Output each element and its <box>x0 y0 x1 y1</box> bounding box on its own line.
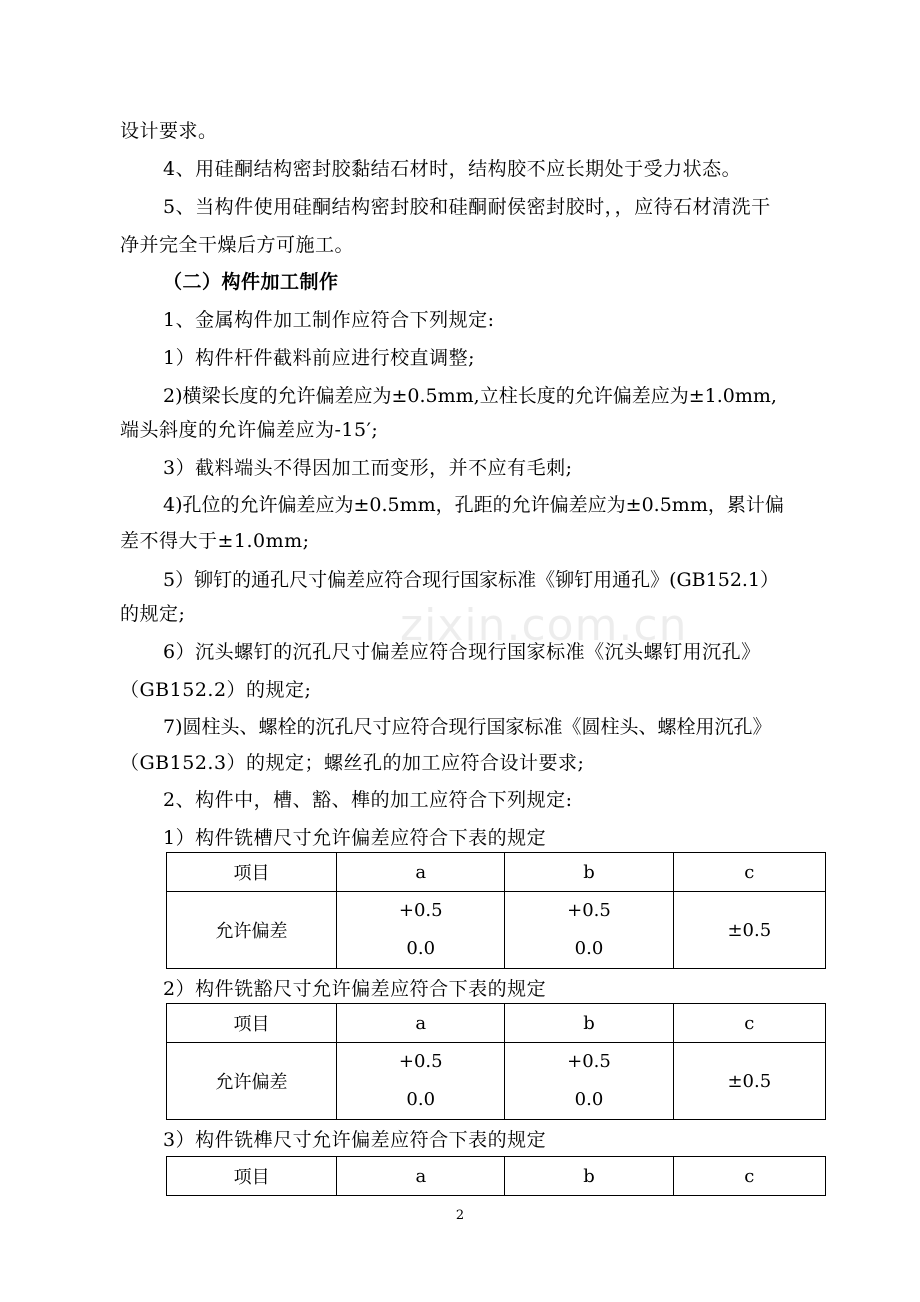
paragraph-line: 1）构件杆件截料前应进行校直调整; <box>163 347 475 369</box>
paragraph-line: （GB152.2）的规定; <box>120 679 312 701</box>
paragraph-line: 5）铆钉的通孔尺寸偏差应符合现行国家标准《铆钉用通孔》(GB152.1） <box>163 569 780 591</box>
table-header-b: b <box>505 1157 673 1196</box>
table-row-label: 允许偏差 <box>167 1043 337 1120</box>
paragraph-line: 设计要求。 <box>120 120 218 142</box>
watermark: zixin.com.cn <box>400 600 688 651</box>
table-cell-c: ±0.5 <box>673 892 825 969</box>
paragraph-line: 2、构件中，槽、豁、榫的加工应符合下列规定: <box>163 789 573 811</box>
paragraph-line: 7)圆柱头、螺栓的沉孔尺寸应符合现行国家标准《圆柱头、螺栓用沉孔》 <box>163 716 772 738</box>
table-header-item: 项目 <box>167 1004 337 1043</box>
table-header-a: a <box>337 1004 505 1043</box>
table-row-label: 允许偏差 <box>167 892 337 969</box>
section-heading: （二）构件加工制作 <box>163 271 339 293</box>
paragraph-line: 净并完全干燥后方可施工。 <box>120 234 355 256</box>
paragraph-line: 6）沉头螺钉的沉孔尺寸偏差应符合现行国家标准《沉头螺钉用沉孔》 <box>163 641 761 663</box>
paragraph-line: 差不得大于±1.0mm; <box>120 530 310 552</box>
table-header-a: a <box>337 1157 505 1196</box>
lower-tolerance: 0.0 <box>406 1089 436 1110</box>
table-header-item: 项目 <box>167 1157 337 1196</box>
paragraph-line: 4)孔位的允许偏差应为±0.5mm，孔距的允许偏差应为±0.5mm，累计偏 <box>163 494 784 516</box>
table-cell-c: ±0.5 <box>673 1043 825 1120</box>
lower-tolerance: 0.0 <box>574 938 604 959</box>
paragraph-line: 2)横梁长度的允许偏差应为±0.5mm,立柱长度的允许偏差应为±1.0mm, <box>163 385 777 407</box>
paragraph-line: 4、用硅酮结构密封胶黏结石材时，结构胶不应长期处于受力状态。 <box>163 158 742 180</box>
tolerance-table-slot <box>166 852 826 969</box>
table-header-c: c <box>673 853 825 892</box>
paragraph-line: 5、当构件使用硅酮结构密封胶和硅酮耐侯密封胶时，，应待石材清洗干 <box>163 196 771 218</box>
upper-tolerance: +0.5 <box>398 900 443 921</box>
upper-tolerance: +0.5 <box>567 1051 611 1072</box>
page-number: 2 <box>455 1208 465 1223</box>
paragraph-line: 端头斜度的允许偏差应为-15′; <box>120 419 379 441</box>
upper-tolerance: +0.5 <box>398 1051 443 1072</box>
table-header-c: c <box>673 1157 825 1196</box>
tolerance-table-tenon <box>166 1156 826 1196</box>
table-header-item: 项目 <box>167 853 337 892</box>
table-cell-a <box>337 1043 505 1120</box>
table-caption: 1）构件铣槽尺寸允许偏差应符合下表的规定 <box>163 827 547 849</box>
upper-tolerance: +0.5 <box>567 900 611 921</box>
table-cell-b <box>505 892 673 969</box>
lower-tolerance: 0.0 <box>406 938 436 959</box>
tolerance-table-notch <box>166 1003 826 1120</box>
paragraph-line: 1、金属构件加工制作应符合下列规定: <box>163 309 495 331</box>
lower-tolerance: 0.0 <box>574 1089 604 1110</box>
table-cell-a <box>337 892 505 969</box>
table-header-b: b <box>505 853 673 892</box>
table-cell-b <box>505 1043 673 1120</box>
table-caption: 3）构件铣榫尺寸允许偏差应符合下表的规定 <box>163 1129 547 1151</box>
paragraph-line: 的规定; <box>120 603 186 625</box>
table-caption: 2）构件铣豁尺寸允许偏差应符合下表的规定 <box>163 978 547 1000</box>
table-header-b: b <box>505 1004 673 1043</box>
paragraph-line: 3）截料端头不得因加工而变形，并不应有毛刺; <box>163 457 573 479</box>
paragraph-line: （GB152.3）的规定；螺丝孔的加工应符合设计要求; <box>120 752 585 774</box>
table-header-c: c <box>673 1004 825 1043</box>
table-header-a: a <box>337 853 505 892</box>
